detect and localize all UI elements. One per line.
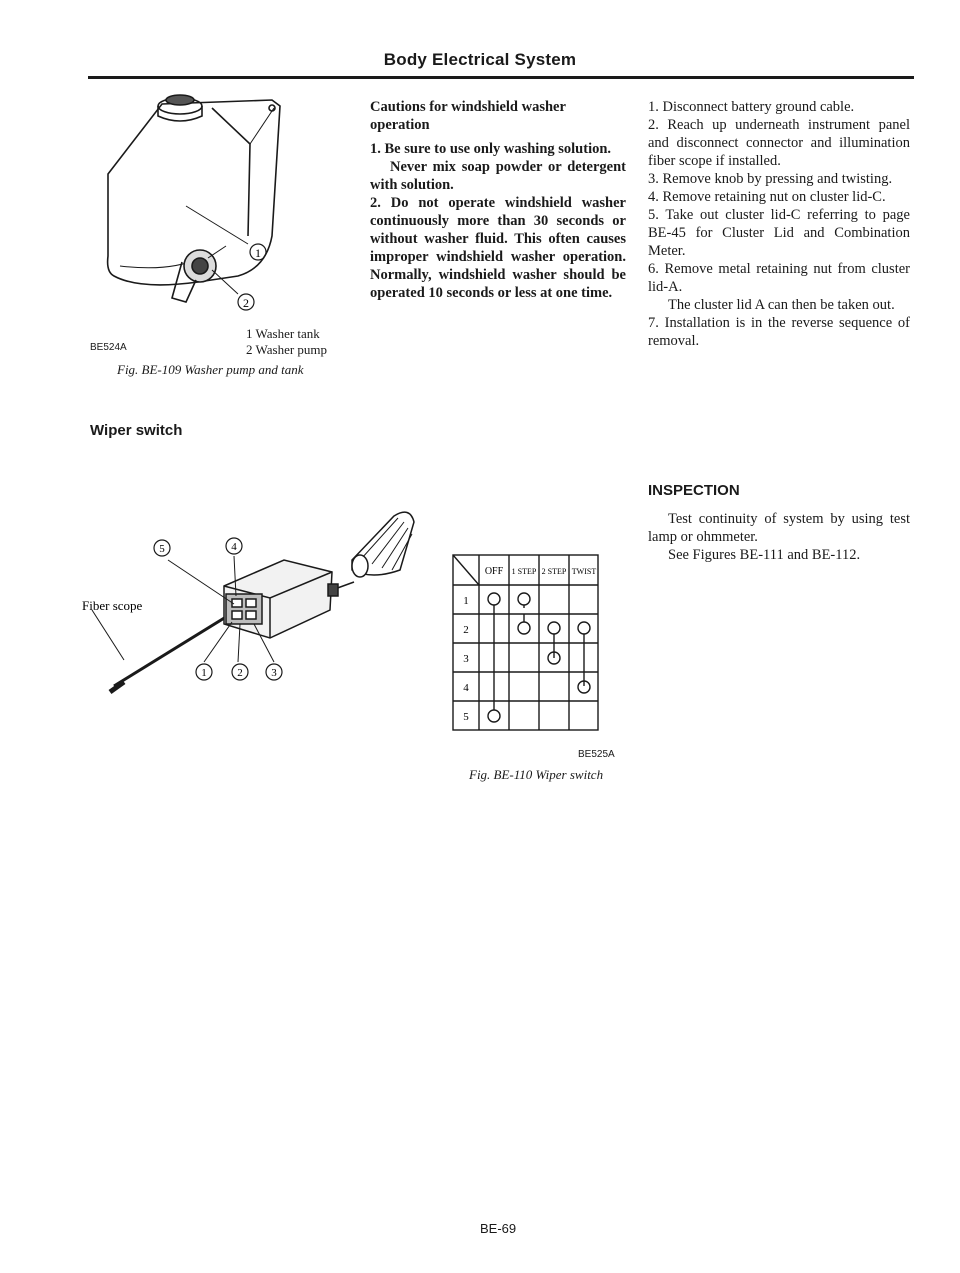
callout-3: 3 <box>271 667 277 679</box>
removal-steps <box>648 98 910 350</box>
caution-item-2: 2. Do not operate windshield washer continuously more than 30 seconds or without washer fluid. This often causes improper windshield washer operation. Normally, windshield washer should be operated 10 seconds or less at one time. <box>370 195 626 301</box>
washer-tank-illustration <box>100 86 340 326</box>
table-row-2: 2 <box>463 624 469 636</box>
fig110-caption: Fig. BE-110 Wiper switch <box>469 767 604 782</box>
switch-position-table <box>452 554 600 732</box>
figure-code-be525a: BE525A <box>578 749 615 760</box>
callout-1: 1 <box>255 246 261 260</box>
step-3: 3. Remove knob by pressing and twisting. <box>648 171 893 187</box>
callout-2: 2 <box>243 296 249 310</box>
table-header-twist: TWIST <box>571 567 597 576</box>
page-number: BE-69 <box>480 1221 517 1236</box>
step-7: 7. Installation is in the reverse sequence of removal. <box>648 315 910 349</box>
legend-washer-tank: 1 Washer tank <box>246 326 320 341</box>
callout-5: 5 <box>159 543 165 555</box>
callout-1: 1 <box>201 667 207 679</box>
inspection-section <box>648 510 910 564</box>
table-header-2step: 2 STEP <box>541 567 567 576</box>
table-header-off: OFF <box>484 566 504 577</box>
table-row-4: 4 <box>463 682 469 694</box>
cautions-section <box>370 98 626 302</box>
inspection-ref: See Figures BE-111 and BE-112. <box>668 547 861 563</box>
section-heading-wiper-switch: Wiper switch <box>90 422 183 439</box>
step-6: 6. Remove metal retaining nut from cluster lid-A. <box>648 261 910 295</box>
inspection-text: Test continuity of system by using test lamp or ohmmeter. <box>648 511 910 545</box>
step-2: 2. Reach up underneath instrument panel and disconnect connector and illumination fiber scope if installed. <box>648 117 910 169</box>
wiper-switch-illustration <box>84 500 424 710</box>
table-row-5: 5 <box>463 711 469 723</box>
header-rule <box>88 76 914 79</box>
figure-code-be524a: BE524A <box>90 342 127 353</box>
step-1: 1. Disconnect battery ground cable. <box>648 99 855 115</box>
caution-item-1-note: Never mix soap powder or detergent with solution. <box>370 159 626 193</box>
caution-item-1: 1. Be sure to use only washing solution. <box>370 141 612 157</box>
step-4: 4. Remove retaining nut on cluster lid-C. <box>648 189 886 205</box>
fig109-legend <box>246 326 327 358</box>
table-row-3: 3 <box>463 653 469 665</box>
inspection-heading: INSPECTION <box>648 482 740 499</box>
fiber-scope-label: Fiber scope <box>82 598 143 613</box>
callout-4: 4 <box>231 541 237 553</box>
legend-washer-pump: 2 Washer pump <box>246 342 328 357</box>
page-header: Body Electrical System <box>383 50 577 69</box>
step-6-note: The cluster lid A can then be taken out. <box>668 297 895 313</box>
fig109-caption: Fig. BE-109 Washer pump and tank <box>117 362 304 377</box>
callout-2: 2 <box>237 667 243 679</box>
table-header-1step: 1 STEP <box>511 567 537 576</box>
cautions-heading: Cautions for windshield washer operation <box>370 99 566 133</box>
table-row-1: 1 <box>463 595 469 607</box>
step-5: 5. Take out cluster lid-C referring to page BE-45 for Cluster Lid and Combination Meter. <box>648 207 910 259</box>
